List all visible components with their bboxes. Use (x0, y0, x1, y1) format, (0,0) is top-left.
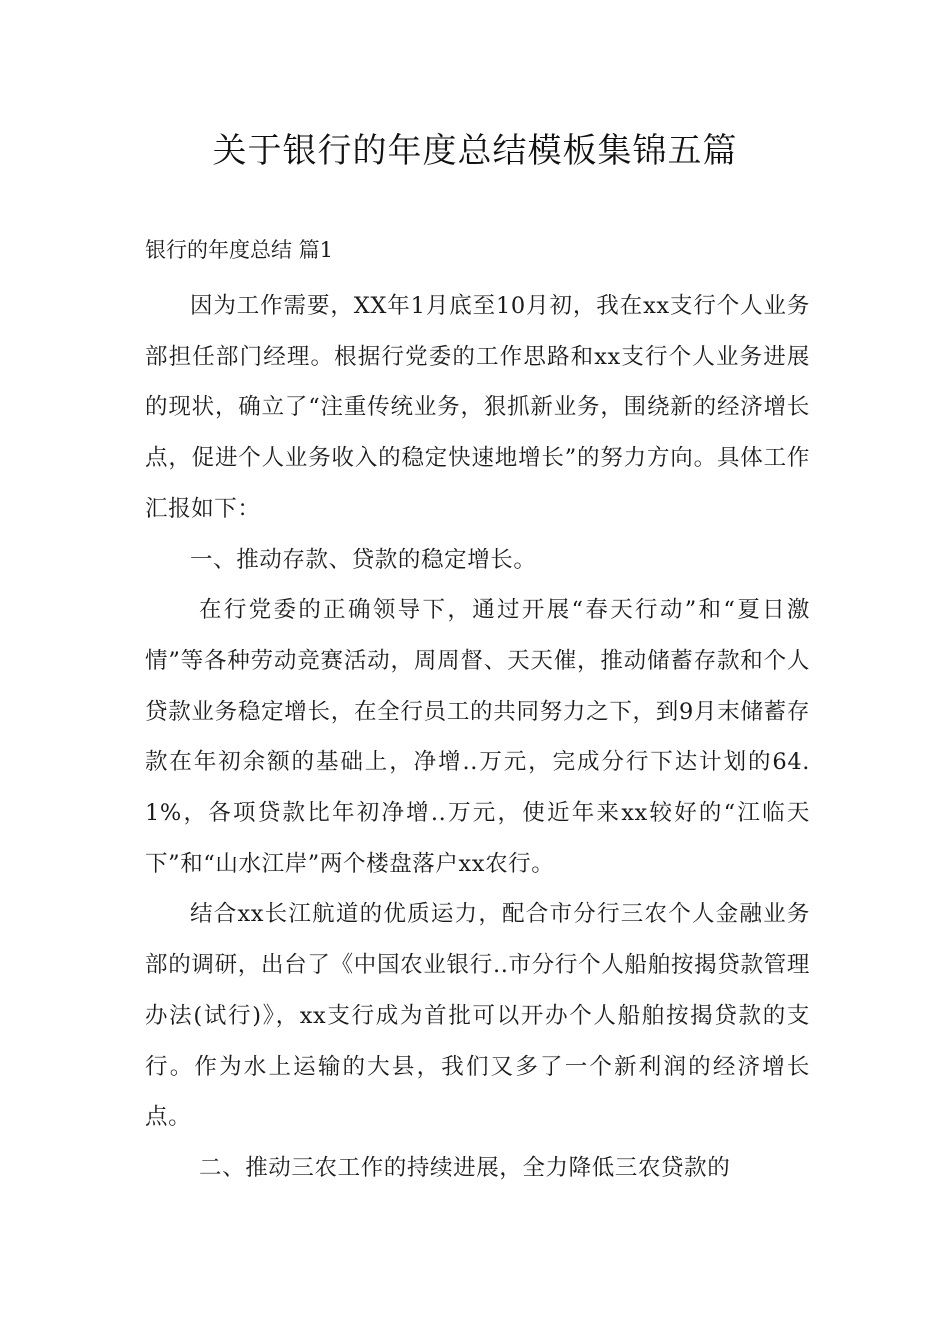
section-heading: 银行的年度总结 篇1 (145, 238, 334, 262)
document-title: 关于银行的年度总结模板集锦五篇 (212, 131, 738, 171)
paragraph-heading-one: 一、推动存款、贷款的稳定增长。 (190, 546, 537, 573)
document-body (145, 281, 810, 1194)
paragraph-deposits: 在行党委的正确领导下，通过开展“春天行动”和“夏日激情”等各种劳动竞赛活动，周周督、天天催，推动储蓄存款和个人贷款业务稳定增长，在全行员工的共同努力之下，到9月末储蓄存款在年初余额的基础上，净增..万元，完成分行下达计划的64.1%，各项贷款比年初净增..万元，使近年来xx较好的“江临天下”和“山水江岸”两个楼盘落户xx农行。 (145, 597, 810, 877)
paragraph-heading-two: 二、推动三农工作的持续进展，全力降低三农贷款的 (199, 1154, 731, 1181)
paragraph-ship-loans: 结合xx长江航道的优质运力，配合市分行三农个人金融业务部的调研，出台了《中国农业银行..市分行个人船舶按揭贷款管理办法(试行)》，xx支行成为首批可以开办个人船舶按揭贷款的支行。作为水上运输的大县，我们又多了一个新利润的经济增长点。 (145, 901, 810, 1131)
paragraph-intro: 因为工作需要，XX年1月底至10月初，我在xx支行个人业务部担任部门经理。根据行党委的工作思路和xx支行个人业务进展的现状，确立了“注重传统业务，狠抓新业务，围绕新的经济增长点，促进个人业务收入的稳定快速地增长”的努力方向。具体工作汇报如下： (145, 293, 810, 522)
